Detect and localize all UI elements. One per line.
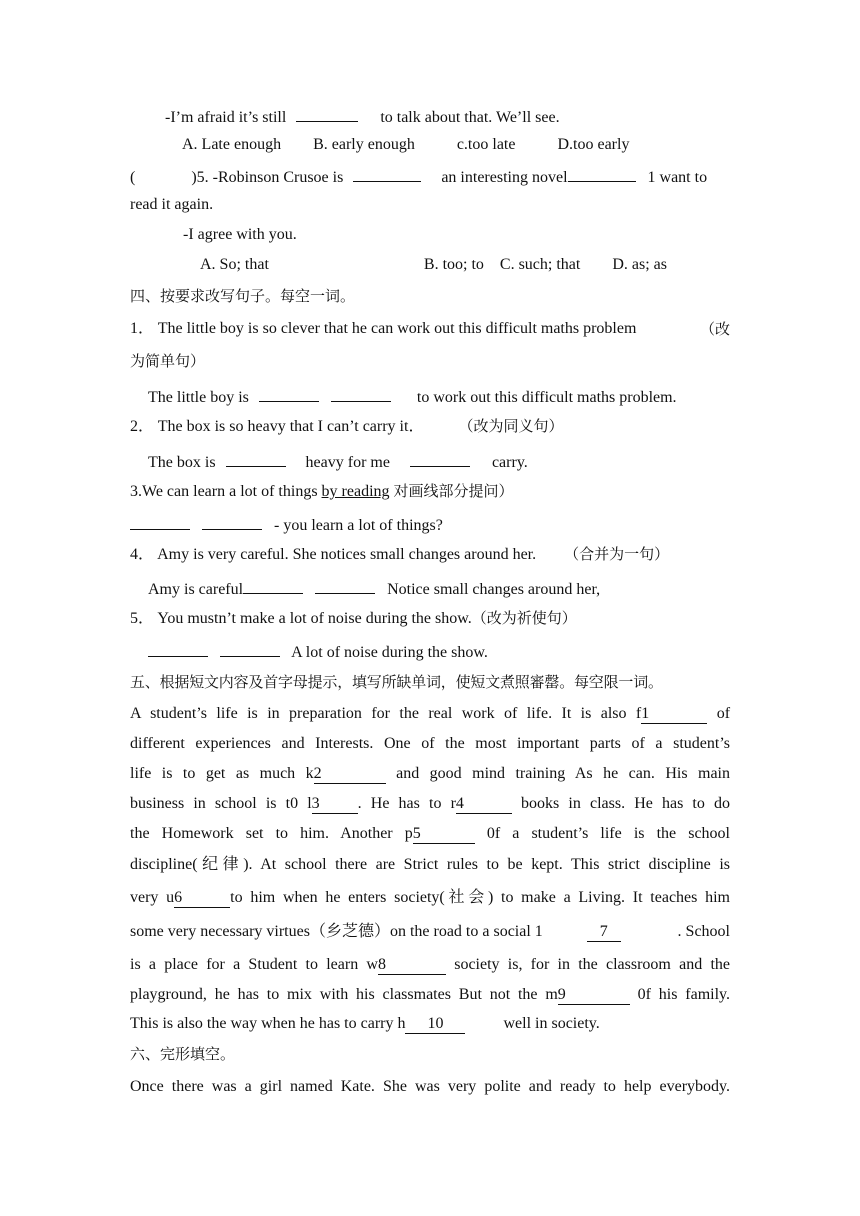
s4-q2: 2． The box is so heavy that I can’t carry it． （改为同义句） [130,417,564,435]
blank [259,385,319,402]
blank [226,450,286,467]
s5-line-8: some very necessary virtues（乡芝德）on the road to a social 1 7 . School [130,923,730,940]
s4-q1: 1． The little boy is so clever that he can work out this difficult maths problem （改 [130,320,730,338]
section-5-heading: 五、根据短文内容及首字母提示，填写所缺单词，使短文煮照審罄。每空限一词。 [130,673,663,691]
q5-reply: -I agree with you. [183,226,297,243]
blank [220,640,280,657]
q5-line2: read it again. [130,196,214,213]
s4-q4-answer: Amy is careful Notice small changes around her, [148,577,748,600]
blank [410,450,470,467]
blank [130,513,190,530]
s4-q4: 4． Amy is very careful. She notices small changes around her. （合并为一句） [130,545,670,563]
s4-q3-answer: - you learn a lot of things? [130,513,730,536]
blank [202,513,262,530]
s5-line-3: life is to get as much k2 and good mind training As he can. His main [130,765,730,782]
s5-line-10: playground, he has to mix with his classmates But not the m9 0f his family. [130,986,730,1003]
s4-q5-answer: A lot of noise during the show. [148,640,748,663]
blank-9: 9 [558,986,630,1005]
s4-q5: 5． You mustn’t make a lot of noise during the show.（改为祈使句） [130,609,577,627]
q4-options: A. Late enough B. early enough c.too late D.too early [182,136,630,153]
blank-7: 7 [587,923,621,942]
s5-line-1: A student’s life is in preparation for the real work of life. It is also f1 of [130,705,731,722]
s5-line-2: different experiences and Interests. One of the most important parts of a student’s [130,735,730,752]
blank [296,105,358,122]
blank [243,577,303,594]
section-4-heading: 四、按要求改写句子。每空一词。 [130,287,356,305]
blank-6: 6 [174,889,230,908]
blank-5: 5 [413,825,475,844]
s5-line-6: discipline(纪律). At school there are Strict rules to be kept. This strict discipline is [130,856,730,873]
blank [148,640,208,657]
blank-10: 10 [405,1015,465,1034]
q5-options: A. So; that B. too; to C. such; that D. as; as [200,256,667,273]
blank [331,385,391,402]
blank-2: 2 [314,765,386,784]
blank [315,577,375,594]
s5-line-5: the Homework set to him. Another p5 0f a student’s life is the school [130,825,731,842]
blank [568,165,636,182]
q5-line: ( )5. -Robinson Crusoe is an interesting novel 1 want to [130,165,730,188]
q4-reply-line: -I’m afraid it’s still to talk about that. We’ll see. [165,105,765,128]
s4-q1-hint: 为简单句） [130,352,206,370]
s5-line-9: is a place for a Student to learn w8 society is, for in the classroom and the [130,956,730,973]
s5-line-4: business in school is t0 l3 . He has to r4 books in class. He has to do [130,795,731,812]
section-6-heading: 六、完形填空。 [130,1045,236,1063]
blank [353,165,421,182]
s6-line-1: Once there was a girl named Kate. She was very polite and ready to help everybody. [130,1078,730,1095]
blank-1: 1 [641,705,707,724]
s4-q2-answer: The box is heavy for me carry. [148,450,748,473]
blank-3: 3 [312,795,358,814]
s4-q1-answer: The little boy is to work out this difficult maths problem. [148,385,748,408]
s5-line-11: This is also the way when he has to carry h 10 well in society. [130,1015,600,1032]
s5-line-7: very u6 to him when he enters society(社会) to make a Living. It teaches him [130,889,730,906]
blank-4: 4 [456,795,512,814]
blank-8: 8 [378,956,446,975]
s4-q3: 3.We can learn a lot of things by reading 对画线部分提问） [130,482,514,500]
